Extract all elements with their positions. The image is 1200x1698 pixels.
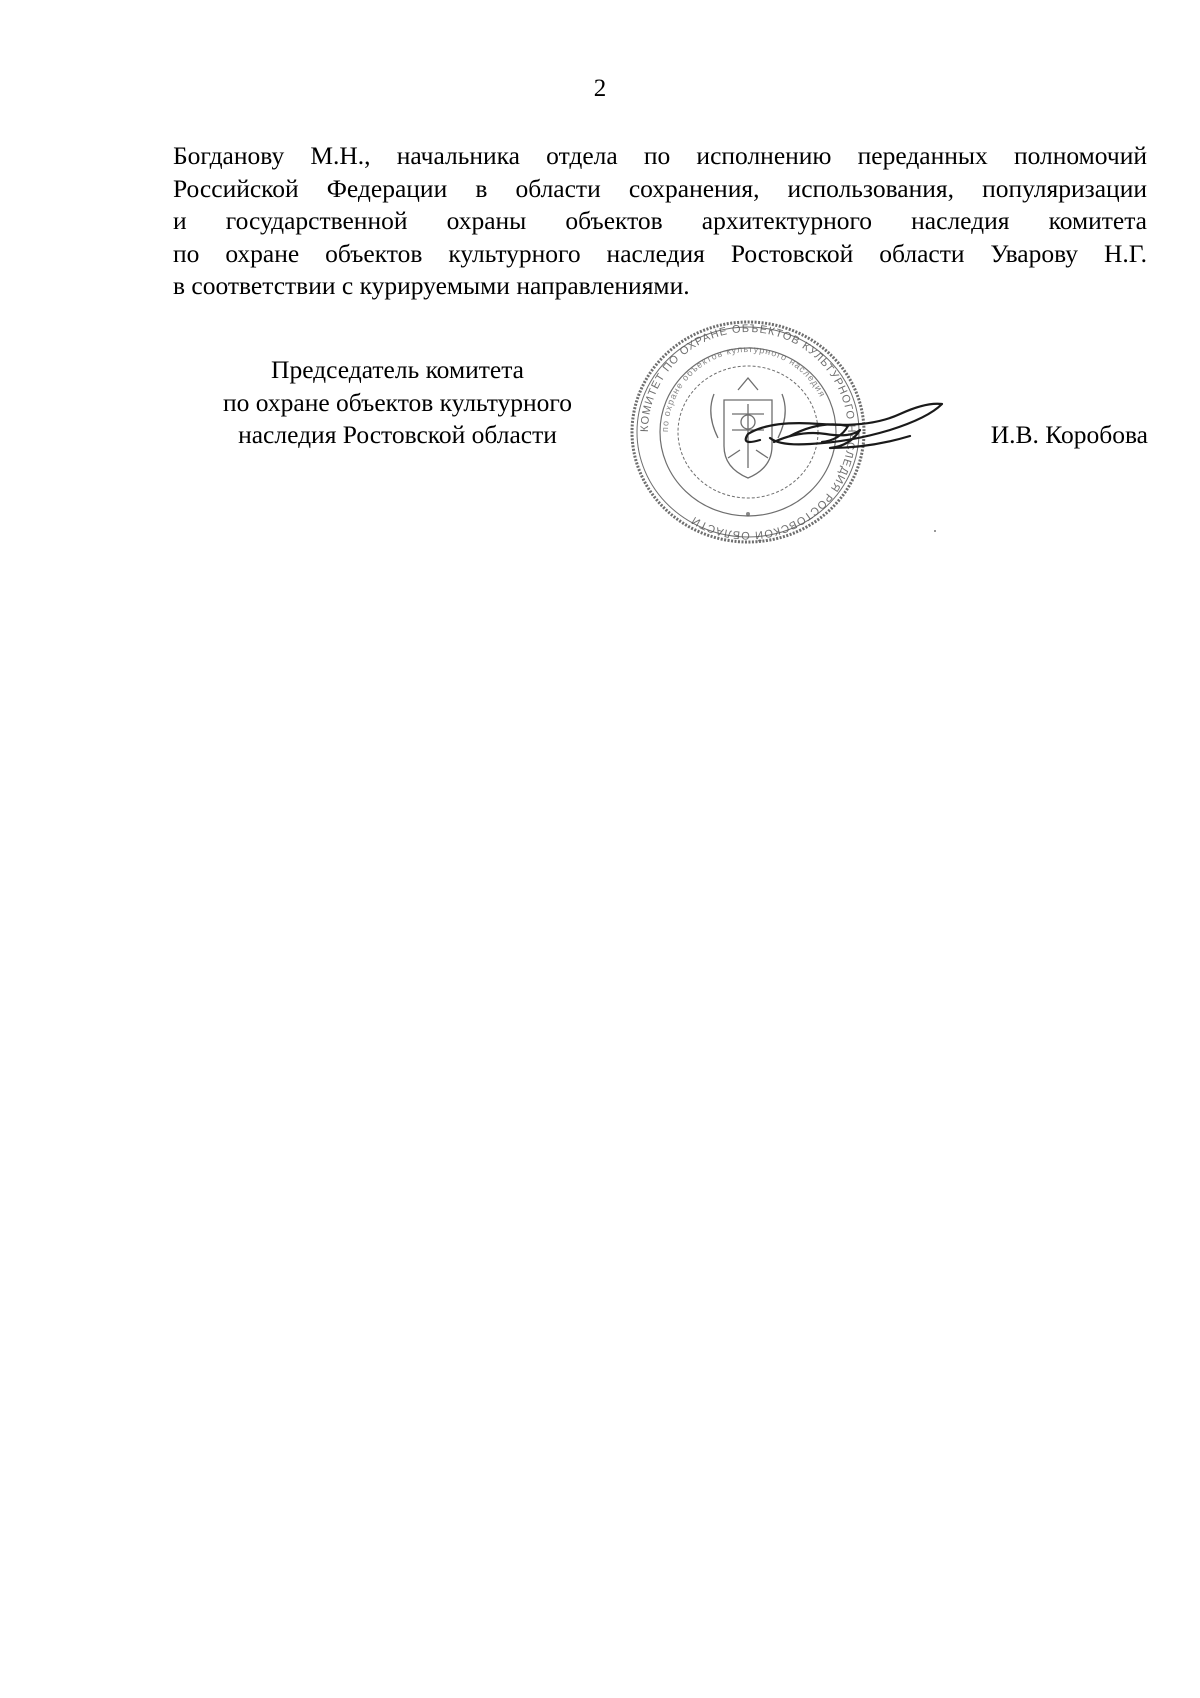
page-number: 2 <box>593 75 607 102</box>
signatory-position <box>190 354 605 452</box>
body-line: и государственной охраны объектов архитектурного наследия комитета <box>173 206 1147 235</box>
body-paragraph <box>173 140 1147 303</box>
body-line: в соответствии с курируемыми направлениями. <box>173 271 690 300</box>
body-line: Российской Федерации в области сохранения, использования, популяризации <box>173 173 1147 203</box>
signatory-name: И.В. Коробова <box>990 420 1148 449</box>
scan-speck <box>934 530 936 532</box>
signatory-position-line: наследия Ростовской области <box>238 420 557 449</box>
body-line: Богданову М.Н., начальника отдела по исполнению переданных полномочий <box>173 141 1147 170</box>
signatory-position-line: по охране объектов культурного <box>223 387 572 417</box>
body-line: по охране объектов культурного наследия Ростовской области Уварову Н.Г. <box>173 238 1147 268</box>
handwritten-signature-icon <box>730 390 950 470</box>
seal-inner-text: по охране объектов культурного наследия <box>659 343 828 433</box>
signatory-position-line: Председатель комитета <box>271 355 524 384</box>
seal-outer-text: КОМИТЕТ ПО ОХРАНЕ ОБЪЕКТОВ КУЛЬТУРНОГО НАСЛЕДИЯ РОСТОВСКОЙ ОБЛАСТИ <box>638 322 858 542</box>
